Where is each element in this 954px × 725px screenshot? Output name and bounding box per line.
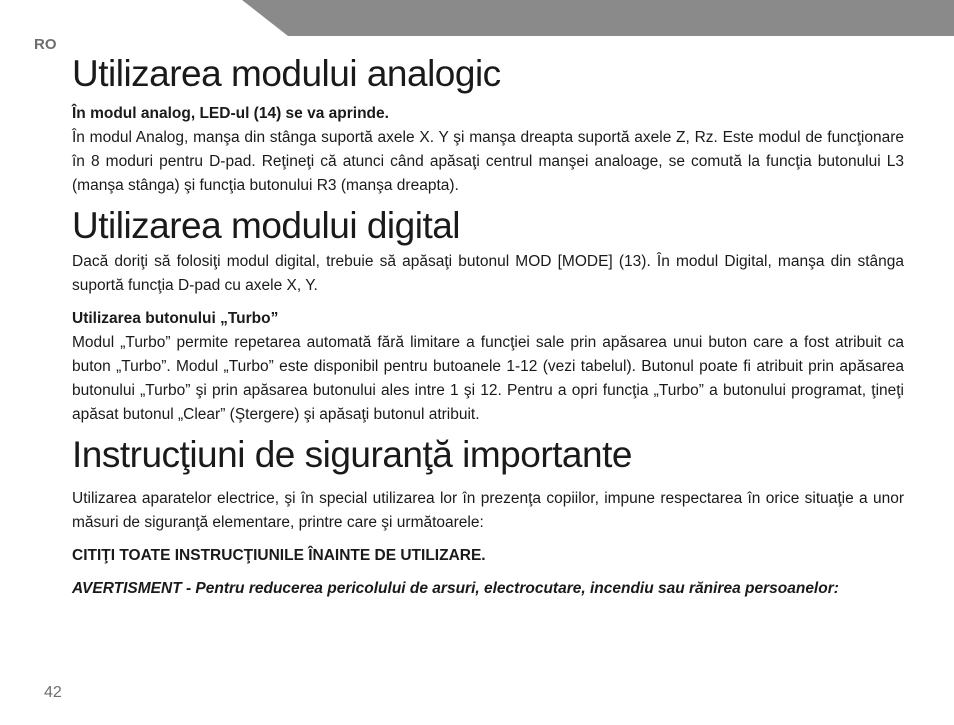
header-band-shape bbox=[242, 0, 954, 36]
turbo-paragraph: Modul „Turbo” permite repetarea automată fără limitare a funcţiei sale prin apăsarea unui buton care a fost atribuit ca buton „Turbo”. Modul „Turbo” este disponibil pentru butoanele 1-12 (vezi tabelul). Butonul poate fi atribuit prin apăsarea butonului „Turbo” şi prin apăsarea butonului ales intre 1 şi 12. Pentru a opri funcţia „Turbo” a butonului programat, ţineţi apăsat butonul „Clear” (Ştergere) şi apăsaţi butonul atribuit. bbox=[72, 334, 904, 423]
analog-paragraph: În modul Analog, manşa din stânga suportă axele X. Y şi manşa dreapta suportă axele Z, Rz. Este modul de funcţionare în 8 moduri pentru D-pad. Reţineţi că atunci când apăsaţi centrul manşei analoage, se comută la funcţia butonului L3 (manşa stânga) şi funcţia butonului R3 (manşa dreapta). bbox=[72, 129, 904, 194]
safety-paragraph: Utilizarea aparatelor electrice, şi în special utilizarea lor în prezenţa copiilor, impune respectarea în orice situaţie a unor măsuri de siguranţă elementare, printre care şi următoarele: bbox=[72, 490, 904, 531]
section-title-analog: Utilizarea modului analogic bbox=[72, 53, 501, 94]
safety-caps-notice: CITIŢI TOATE INSTRUCŢIUNILE ÎNAINTE DE UTILIZARE. bbox=[72, 547, 486, 564]
section-title-digital: Utilizarea modului digital bbox=[72, 205, 461, 246]
header-band bbox=[0, 0, 954, 36]
document-body bbox=[72, 52, 904, 601]
turbo-heading: Utilizarea butonului „Turbo” bbox=[72, 310, 279, 327]
page-number: 42 bbox=[44, 684, 62, 701]
language-tag: RO bbox=[34, 36, 57, 53]
analog-lead: În modul analog, LED-ul (14) se va aprinde. bbox=[72, 105, 389, 122]
safety-warning: AVERTISMENT - Pentru reducerea pericolului de arsuri, electrocutare, incendiu sau rănirea persoanelor: bbox=[72, 580, 839, 597]
digital-paragraph: Dacă doriţi să folosiţi modul digital, trebuie să apăsaţi butonul MOD [MODE] (13). În modul Digital, manşa din stânga suportă funcţia D-pad cu axele X, Y. bbox=[72, 253, 904, 294]
section-title-safety: Instrucţiuni de siguranţă importante bbox=[72, 434, 632, 475]
